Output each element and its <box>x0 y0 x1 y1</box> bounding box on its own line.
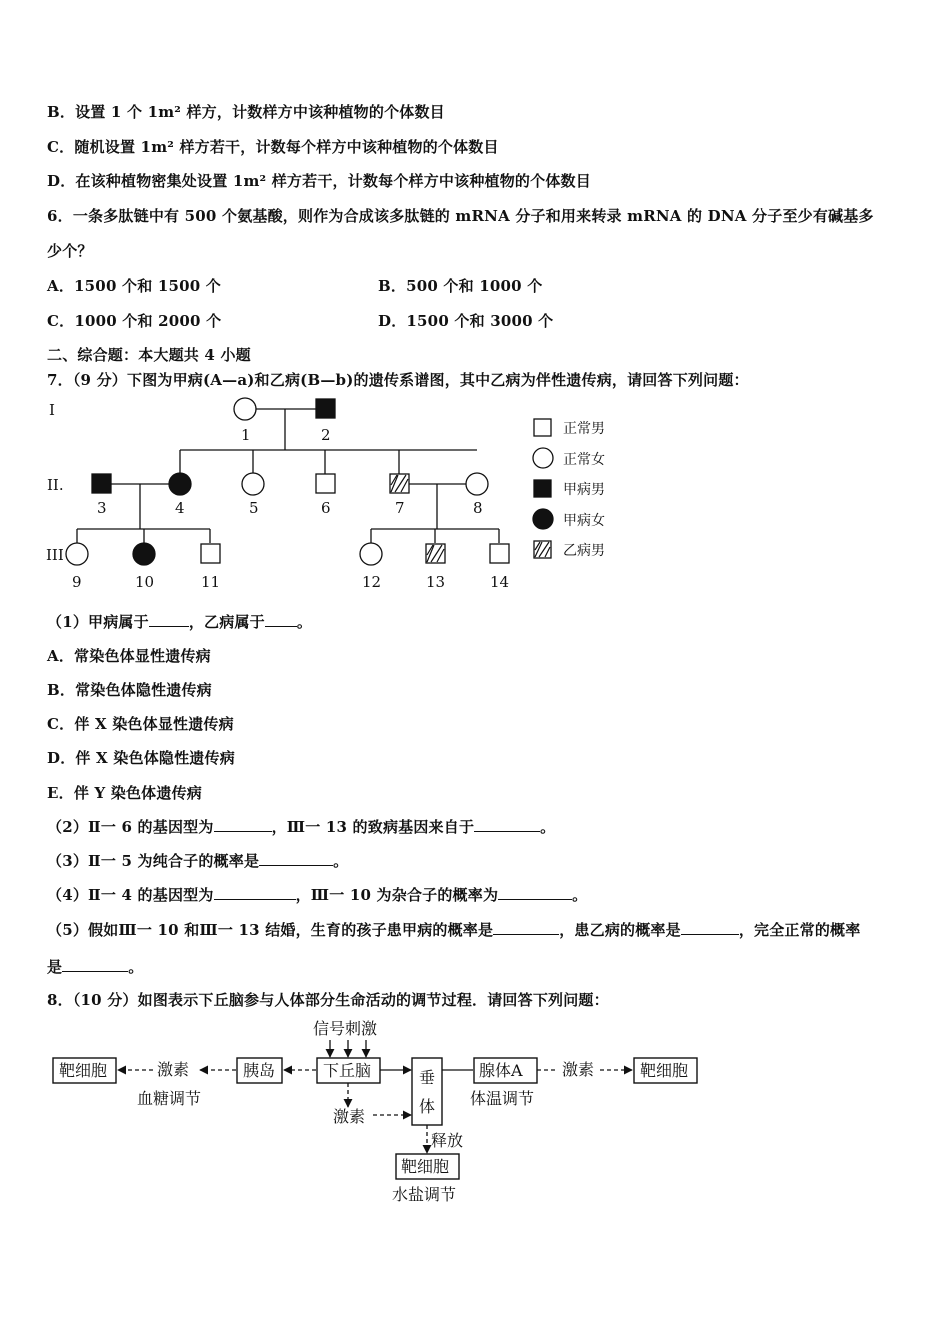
pedigree-number: 11 <box>201 573 221 591</box>
legend-label: 甲病女 <box>563 513 605 529</box>
pedigree-number: 4 <box>175 499 185 517</box>
gen-label-3: III <box>46 546 64 564</box>
blood-sugar-label: 血糖调节 <box>137 1089 202 1108</box>
pedigree-number: 7 <box>395 499 405 517</box>
answer-blank[interactable] <box>62 957 128 972</box>
pedigree-individual-4 <box>169 473 191 495</box>
gland-a-label: 腺体A <box>479 1061 523 1080</box>
legend-label: 正常女 <box>563 452 605 468</box>
pedigree-individual-10 <box>133 543 155 565</box>
pedigree-individual-11 <box>201 544 220 563</box>
section-title: 二、综合题：本大题共 4 小题 <box>47 346 251 364</box>
legend-normal-male-icon <box>534 419 551 436</box>
pedigree-number: 12 <box>362 573 382 591</box>
pedigree-number: 1 <box>241 426 251 444</box>
answer-blank[interactable] <box>149 612 189 627</box>
answer-blank[interactable] <box>214 817 272 832</box>
legend-a-male-icon <box>534 480 551 497</box>
answer-blank[interactable] <box>474 817 540 832</box>
q7-sub5: （5）假如Ⅲ一 10 和Ⅲ一 13 结婚，生育的孩子患甲病的概率是 ，患乙病的概率是 ，完全正常的概率 <box>47 921 861 939</box>
body-temp-label: 体温调节 <box>470 1089 535 1108</box>
pedigree-number: 3 <box>97 499 107 517</box>
pedigree-number: 6 <box>321 499 331 517</box>
pedigree-number: 9 <box>72 573 82 591</box>
target-cell-label: 靶细胞 <box>59 1061 108 1080</box>
pedigree-number: 13 <box>426 573 446 591</box>
pedigree-number: 14 <box>490 573 510 591</box>
signal-label: 信号刺激 <box>313 1019 378 1038</box>
q7-option-c: C．伴 X 染色体显性遗传病 <box>47 715 234 733</box>
pituitary-label: 垂 <box>419 1068 436 1087</box>
water-salt-label: 水盐调节 <box>392 1185 457 1204</box>
hormone-label: 激素 <box>333 1107 366 1126</box>
answer-blank[interactable] <box>498 885 572 900</box>
answer-blank[interactable] <box>214 885 296 900</box>
hypothalamus-label: 下丘脑 <box>323 1061 372 1080</box>
pedigree-individual-5 <box>242 473 264 495</box>
q6-option-b: B．500 个和 1000 个 <box>378 277 543 295</box>
q7-option-b: B．常染色体隐性遗传病 <box>47 681 212 699</box>
pedigree-number: 10 <box>135 573 155 591</box>
gen-label-2: II. <box>47 476 64 494</box>
regulation-diagram <box>40 1015 720 1210</box>
q7-option-d: D．伴 X 染色体隐性遗传病 <box>47 749 235 767</box>
q5-option-c: C．随机设置 1m² 样方若干，计数每个样方中该种植物的个体数目 <box>47 138 499 156</box>
q5-option-d: D．在该种植物密集处设置 1m² 样方若干，计数每个样方中该种植物的个体数目 <box>47 172 591 190</box>
q6-option-c: C．1000 个和 2000 个 <box>47 312 222 330</box>
pedigree-individual-12 <box>360 543 382 565</box>
pedigree-individual-1 <box>234 398 256 420</box>
q7-sub2: （2）Ⅱ一 6 的基因型为 ，Ⅲ一 13 的致病基因来自于 。 <box>47 818 556 836</box>
gen-label-1: I <box>49 401 55 419</box>
legend-normal-female-icon <box>533 448 553 468</box>
pituitary-label: 体 <box>419 1097 436 1116</box>
answer-blank[interactable] <box>681 920 739 935</box>
answer-blank[interactable] <box>265 612 297 627</box>
q7-sub5-cont: 是 。 <box>47 958 144 976</box>
pancreas-label: 胰岛 <box>243 1061 276 1080</box>
pedigree-individual-3 <box>92 474 111 493</box>
hormone-label: 激素 <box>562 1060 595 1079</box>
q7-sub4: （4）Ⅱ一 4 的基因型为 ，Ⅲ一 10 为杂合子的概率为 。 <box>47 886 588 904</box>
pedigree-individual-9 <box>66 543 88 565</box>
q6-stem-line1: 6．一条多肽链中有 500 个氨基酸，则作为合成该多肽链的 mRNA 分子和用来转录 mRNA 的 DNA 分子至少有碱基多 <box>47 207 874 225</box>
pedigree-individual-8 <box>466 473 488 495</box>
q7-option-a: A．常染色体显性遗传病 <box>47 647 211 665</box>
hormone-label: 激素 <box>157 1060 190 1079</box>
q6-option-a: A．1500 个和 1500 个 <box>47 277 222 295</box>
q7-sub1: （1）甲病属于 ，乙病属于 。 <box>47 613 313 631</box>
legend-label: 正常男 <box>563 421 605 437</box>
q6-option-d: D．1500 个和 3000 个 <box>378 312 554 330</box>
legend-label: 乙病男 <box>563 543 605 559</box>
release-label: 释放 <box>431 1131 464 1150</box>
legend-label: 甲病男 <box>563 482 605 498</box>
pedigree-individual-14 <box>490 544 509 563</box>
q7-stem: 7．（9 分）下图为甲病(A—a)和乙病(B—b)的遗传系谱图，其中乙病为伴性遗传病，请回答下列问题： <box>47 371 749 389</box>
pedigree-individual-2 <box>316 399 335 418</box>
pedigree-number: 5 <box>249 499 259 517</box>
target-cell-label: 靶细胞 <box>401 1157 450 1176</box>
legend-a-female-icon <box>533 509 553 529</box>
pedigree-chart <box>40 393 640 593</box>
q7-option-e: E．伴 Y 染色体遗传病 <box>47 784 202 802</box>
pedigree-individual-6 <box>316 474 335 493</box>
target-cell-label: 靶细胞 <box>640 1061 689 1080</box>
answer-blank[interactable] <box>493 920 559 935</box>
q8-stem: 8．（10 分）如图表示下丘脑参与人体部分生命活动的调节过程．请回答下列问题： <box>47 991 609 1009</box>
pedigree-number: 8 <box>473 499 483 517</box>
q6-stem-line2: 少个？ <box>47 242 93 260</box>
answer-blank[interactable] <box>259 851 333 866</box>
q7-sub3: （3）Ⅱ一 5 为纯合子的概率是 。 <box>47 852 349 870</box>
pedigree-number: 2 <box>321 426 331 444</box>
q5-option-b: B．设置 1 个 1m² 样方，计数样方中该种植物的个体数目 <box>47 103 445 121</box>
